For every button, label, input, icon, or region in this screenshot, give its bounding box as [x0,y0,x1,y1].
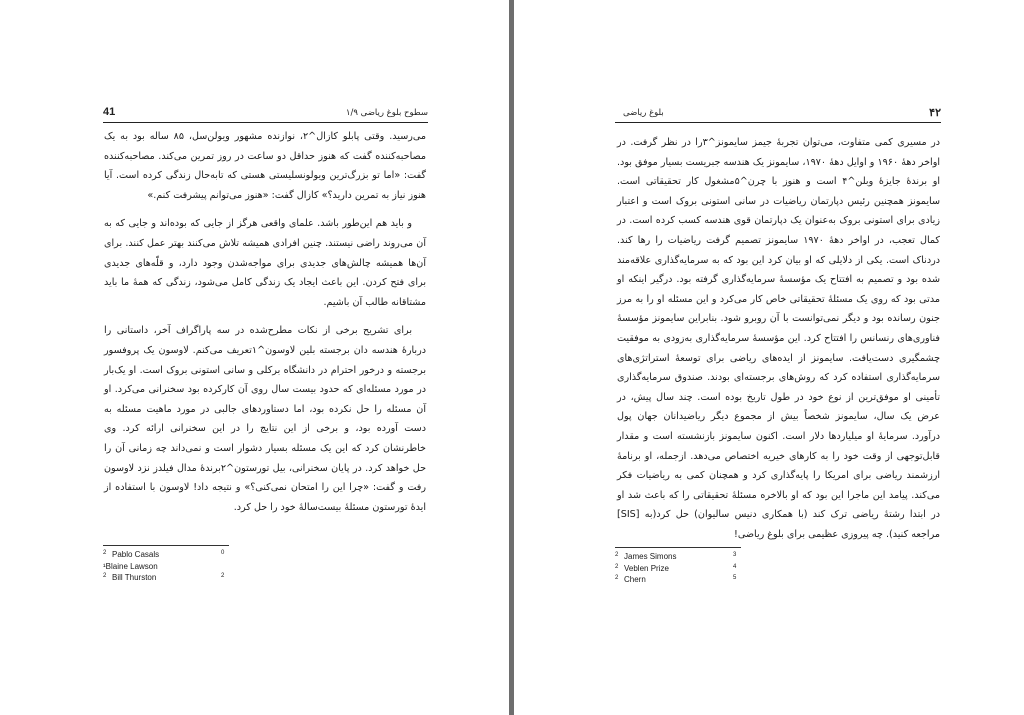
left-header-rule [103,122,428,123]
left-running-head: ۱/۹ سطوح بلوغ ریاضی [345,108,428,118]
left-body-text [104,127,426,526]
footnote-number: 2 [615,575,619,581]
right-paragraph-1: در مسیری کمی متفاوت، می‌توان تجربهٔ جیمز سایمونز^۳را در نظر گرفت. در اواخر دههٔ ۱۹۶۰ و اوایل دههٔ ۱۹۷۰، سایمونز یک هندسه جبریست بسیار موفق بود. او برندهٔ جایزهٔ وبلن^۴ است و هنوز با چرن^۵مشغول کار تحقیقاتی است. سایمونز همچنین رئیس دپارتمان ریاضیات در سانی استونی بروک است و اعتبار زیادی برای استونی بروک به‌عنوان یک دپارتمان قوی هندسه کسب کرده است. در کمال تعجب، در اواخر دههٔ ۱۹۷۰ سایمونز تصمیم گرفت ریاضیات را رها کند. دردناک است. یکی از دلایلی که او بیان کرد این بود که به سرمایه‌گذاری علاقه‌مند شده بود و تصمیم به افتتاح یک مؤسسهٔ سرمایه‌گذاری گرفته بود. درگیر اینکه او مدتی بود که روی یک مسئلهٔ تحقیقاتی خاص کار می‌کرد و این مسئله او را به مرز جنون رسانده بود و دیگر نمی‌توانست با آن روبرو شود. بنابراین سایمونز مؤسسهٔ فناوری‌های رنسانس را افتتاح کرد. این مؤسسهٔ سرمایه‌گذاری به‌زودی به موفقیت چشمگیری دست‌یافت. سایمونز از ایده‌های ریاضی برای توسعهٔ استراتژی‌های سرمایه‌گذاری استفاده کرد که روش‌های برجسته‌ای بودند. صندوق سرمایه‌گذاری تأمینی او موفق‌ترین از نوع خود در طول تاریخ بوده است. چند سال پیش، در عرض یک سال، سایمونز شخصاً بیش از مجموع دیگر ریاضیدانان جهان پول درآورد. سرمایهٔ او میلیاردها دلار است. اکنون سایمونز بازنشسته است و مقدار قابل‌توجهی از وقت خود را به کارهای خیریه اختصاص می‌دهد. ازجمله، او برنامهٔ ارزشمند ریاضی برای امریکا را پایه‌گذاری کرد و همچنان کمی به ریاضیات فکر می‌کند. پیامد این ماجرا این بود که او بالاخره مسئلهٔ تحقیقاتی را که باعث شد او در ابتدا رشتهٔ ریاضی ترک کند (با همکاری دنیس سالیوان) حل کرد(به [SIS] مراجعه کنید). چه پیروزی عظیمی برای بلوغ ریاضی! [617,137,940,540]
left-footnote-rule [103,545,229,546]
right-running-head: بلوغ ریاضی [623,108,664,118]
footnote-number: 2 [615,552,619,558]
left-paragraph-3: برای تشریح برخی از نکات مطرح‌شده در سه پاراگراف آخر، داستانی را دربارهٔ هندسه دان برجسته بلین لاوسون^۱تعریف می‌کنم. لاوسون یک پروفسور برجسته و درخور احترام در دانشگاه برکلی و سانی استونی بروک است. او یک‌بار در مورد مسئله‌ای که حدود بیست سال روی آن کارکرده بود سخنرانی می‌کرد. او آن مسئله را حل نکرده بود، اما دستاوردهای جالبی در مورد ماهیت مسئله به دست آورده بود، و برخی از این نتایج را در این سخنرانی ارائه کرد. وی خاطرنشان کرد که این یک مسئله بسیار دشوار است و نمی‌داند چه زمانی آن را حل خواهد کرد. در پایان سخنرانی، بیل تورستون^۲برندهٔ مدال فیلدز نزد لاوسون رفت و گفت: «چرا این را امتحان نمی‌کنی؟» و نتیجه داد! لاوسون با استفاده از ایدهٔ تورستون مسئلهٔ بیست‌سالهٔ خود را حل کرد. [104,325,427,513]
right-header-rule [615,122,941,123]
footnote-text: Chern [624,575,646,584]
footnote [103,550,229,562]
left-page-header [103,106,428,122]
right-footnotes [615,552,741,587]
footnote [103,573,229,585]
footnote-ref: 2 [221,573,225,579]
left-footnotes [103,550,229,585]
footnote-ref: 0 [221,550,225,556]
footnote-ref: 5 [733,575,737,581]
footnote-text: Veblen Prize [624,563,669,573]
footnote [615,552,741,564]
left-page [0,0,509,715]
footnote [615,575,741,587]
footnote [103,562,229,574]
footnote-text: Pablo Casals [112,550,160,559]
left-paragraph-2: و باید هم این‌طور باشد. علمای واقعی هرگز از جایی که بوده‌اند و جایی که به آن می‌روند راضی نیستند. چنین افرادی همیشه تلاش می‌کنند بهتر عمل کنند. برای آن‌ها همیشه چالش‌های جدیدی برای مواجه‌شدن وجود دارد، و قلّه‌های جدیدی برای فتح کردن. این باعث ایجاد یک زندگی کامل می‌شود، زندگی که همهٔ ما باید مشتاقانه طالب آن باشیم. [104,218,426,308]
footnote-ref: 3 [733,552,737,558]
right-page [514,0,1024,715]
footnote-text: Bill Thurston [112,573,157,582]
right-page-header [615,106,941,122]
footnote-ref: 4 [733,563,737,570]
left-page-number: 41 [103,106,116,118]
footnote-number: 2 [615,563,619,570]
footnote-number: 2 [103,573,107,579]
right-footnote-rule [615,547,741,548]
footnote-text: ¹Blaine Lawson [103,561,158,571]
right-page-number: ۴۲ [929,107,941,119]
right-body-text [617,133,940,553]
footnote-number: 2 [103,550,107,556]
footnote [615,564,741,576]
footnote-text: James Simons [624,552,677,561]
left-paragraph-1: می‌رسید. وقتی پابلو کازال^۲، نوازنده مشهور ویولن‌سل، ۸۵ ساله بود به یک مصاحبه‌کننده گفت که هنوز حداقل دو ساعت در روز تمرین می‌کند. مصاحبه‌کننده گفت: «اما تو بزرگ‌ترین ویولونسلیستی هستی که تابه‌حال زندگی کرده است. آیا هنوز نیاز به تمرین دارید؟» کازال گفت: «هنوز می‌توانم پیشرفت کنم.» [104,131,426,201]
